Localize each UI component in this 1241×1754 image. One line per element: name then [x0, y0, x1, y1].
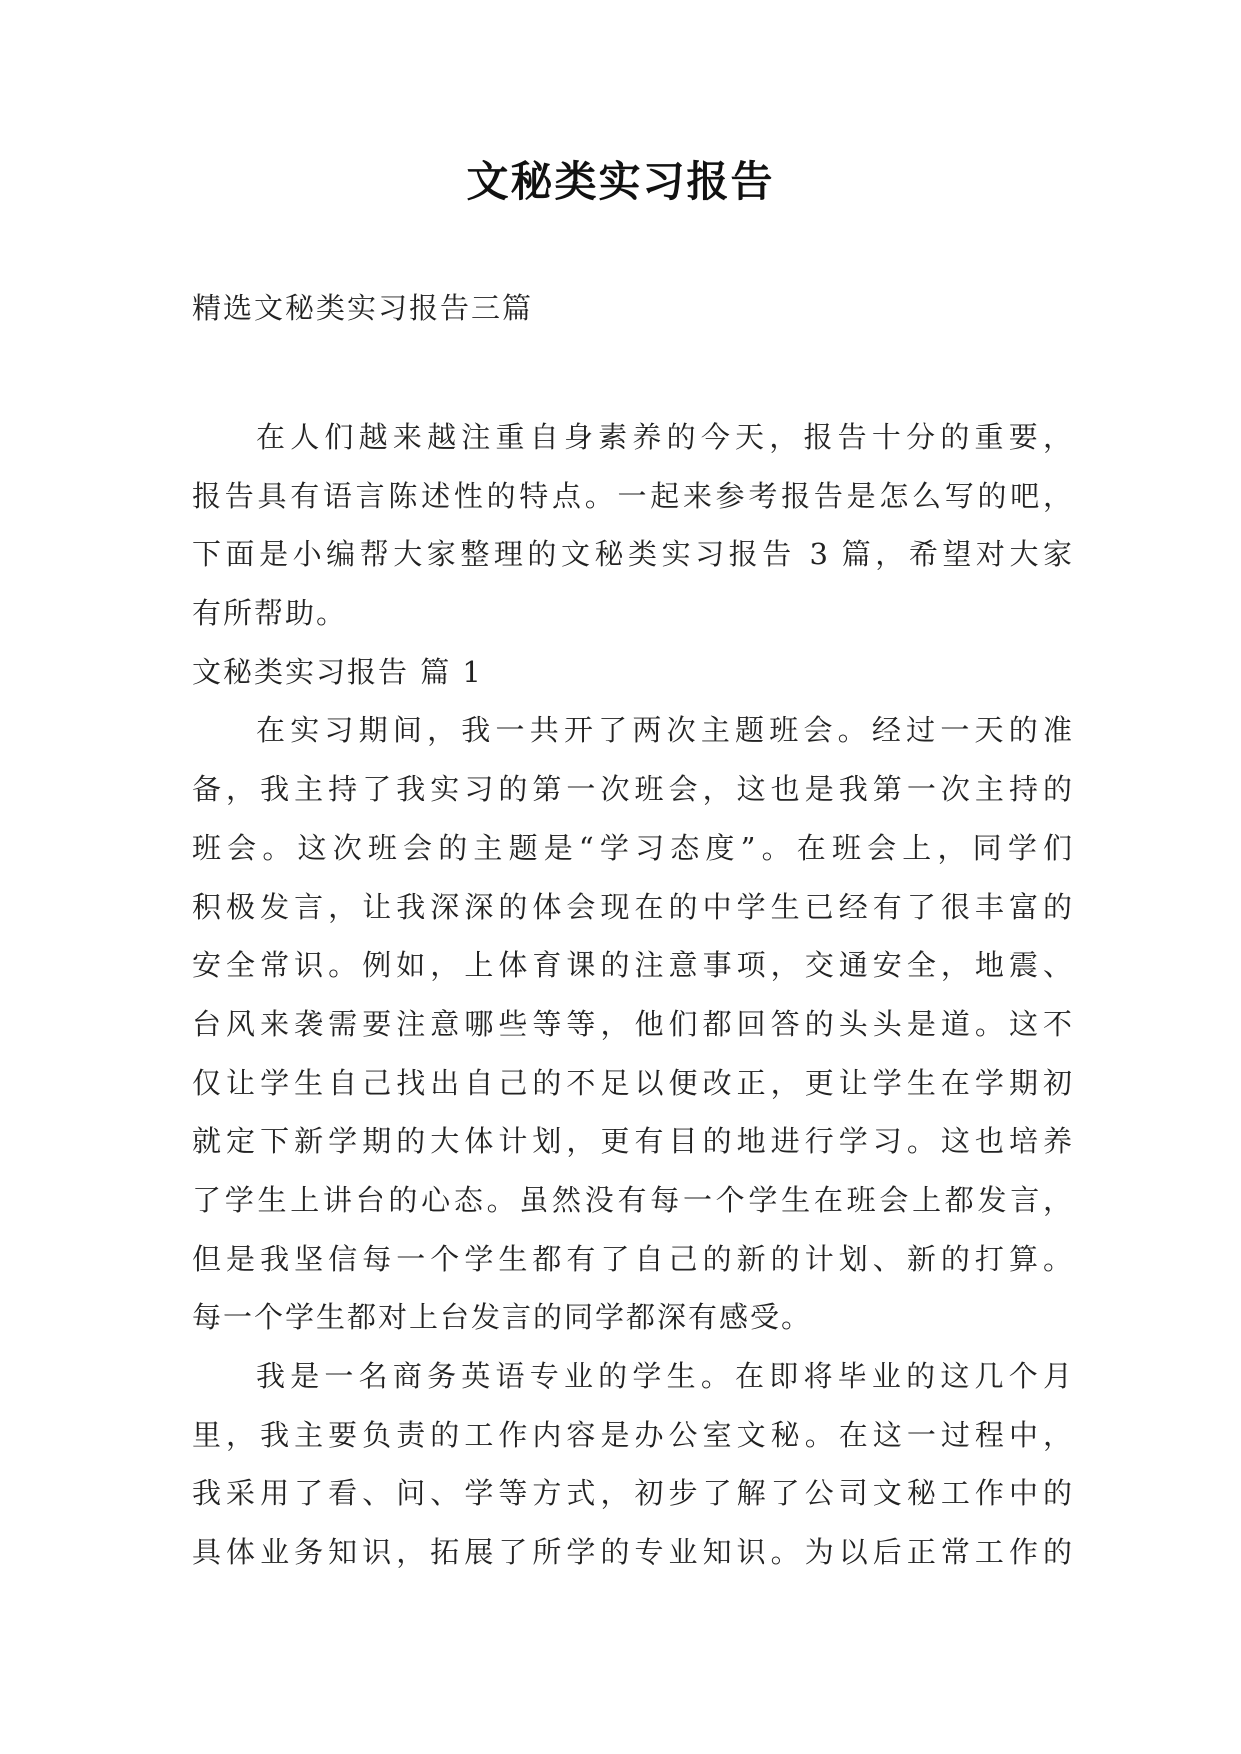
- body-line: 备，我主持了我实习的第一次班会，这也是我第一次主持的: [192, 772, 1072, 807]
- body-line: 在人们越来越注重自身素养的今天，报告十分的重要，: [256, 420, 1072, 454]
- body-line: 报告具有语言陈述性的特点。一起来参考报告是怎么写的吧，: [192, 478, 1072, 513]
- body-line: 就定下新学期的大体计划，更有目的地进行学习。这也培养: [192, 1124, 1072, 1159]
- document-subtitle: 精选文秘类实习报告三篇: [192, 291, 534, 325]
- body-line: 文秘类实习报告 篇 1: [192, 654, 483, 689]
- body-line: 台风来袭需要注意哪些等等，他们都回答的头头是道。这不: [192, 1006, 1072, 1041]
- body-line: 安全常识。例如，上体育课的注意事项，交通安全，地震、: [192, 948, 1072, 983]
- document-title: 文秘类实习报告: [466, 157, 775, 206]
- body-line: 我采用了看、问、学等方式，初步了解了公司文秘工作中的: [192, 1476, 1072, 1511]
- body-line: 了学生上讲台的心态。虽然没有每一个学生在班会上都发言，: [192, 1182, 1072, 1217]
- body-line: 每一个学生都对上台发言的同学都深有感受。: [192, 1300, 813, 1335]
- body-line: 积极发言，让我深深的体会现在的中学生已经有了很丰富的: [192, 889, 1072, 924]
- body-line: 里，我主要负责的工作内容是办公室文秘。在这一过程中，: [192, 1417, 1072, 1452]
- document-body: [192, 408, 1072, 1582]
- body-line: 在实习期间，我一共开了两次主题班会。经过一天的准: [256, 713, 1072, 748]
- body-line: 但是我坚信每一个学生都有了自己的新的计划、新的打算。: [192, 1241, 1072, 1276]
- body-line: 班会。这次班会的主题是“学习态度”。在班会上，同学们: [192, 830, 1072, 865]
- body-line: 下面是小编帮大家整理的文秘类实习报告 3 篇，希望对大家: [192, 537, 1072, 572]
- body-line: 仅让学生自己找出自己的不足以便改正，更让学生在学期初: [192, 1065, 1072, 1100]
- body-line: 我是一名商务英语专业的学生。在即将毕业的这几个月: [256, 1359, 1072, 1393]
- body-line: 有所帮助。: [192, 596, 348, 631]
- body-line: 具体业务知识，拓展了所学的专业知识。为以后正常工作的: [192, 1535, 1072, 1570]
